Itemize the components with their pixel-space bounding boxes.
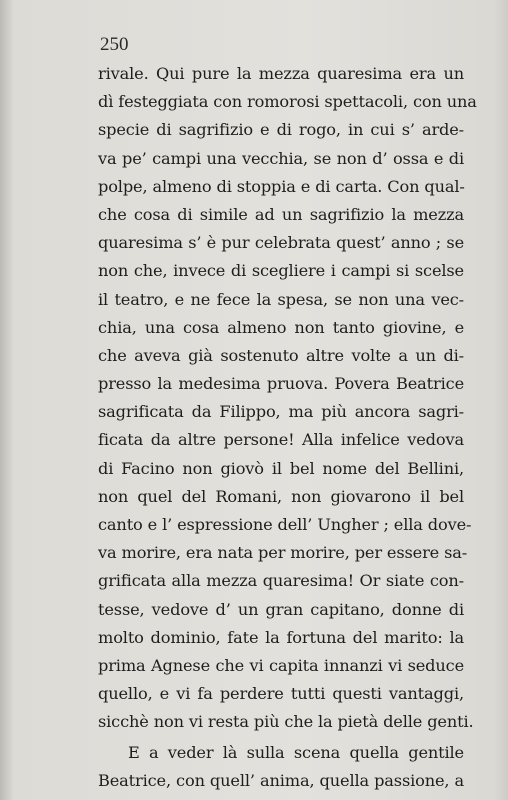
text-line: grificata alla mezza quaresima! Or siate con- <box>98 571 464 591</box>
text-line: quaresima s’ è pur celebrata quest’ anno ; se <box>98 233 464 253</box>
text-line: specie di sagrifizio e di rogo, in cui s’ arde- <box>98 120 464 140</box>
text-line: E a veder là sulla scena quella gentile <box>128 742 464 762</box>
text-line: dì festeggiata con romorosi spettacoli, con una <box>98 92 477 112</box>
page-edge-shadow <box>494 0 508 800</box>
text-line: che aveva già sostenuto altre volte a un di- <box>98 345 464 365</box>
text-line: prima Agnese che vi capita innanzi vi seduce <box>98 655 464 675</box>
text-line: di Facino non giovò il bel nome del Bellini, <box>98 458 464 478</box>
text-line: Beatrice, con quell’ anima, quella passione, a <box>98 770 464 790</box>
text-line: chia, una cosa almeno non tanto giovine, e <box>98 317 464 337</box>
text-line: non quel del Romani, non giovarono il bel <box>98 486 464 506</box>
paragraph-2 <box>98 739 464 795</box>
paragraph-1 <box>98 60 477 737</box>
text-line: che cosa di simile ad un sagrifizio la mezza <box>98 204 464 224</box>
text-line: ficata da altre persone! Alla infelice vedova <box>98 430 464 450</box>
text-line: non che, invece di scegliere i campi si scelse <box>98 261 464 281</box>
body-text <box>98 60 477 795</box>
text-line: presso la medesima pruova. Povera Beatrice <box>98 374 464 394</box>
text-line: rivale. Qui pure la mezza quaresima era un <box>98 64 464 83</box>
text-line: il teatro, e ne fece la spesa, se non una vec- <box>98 289 464 309</box>
page-number: 250 <box>100 34 129 55</box>
text-line: sicchè non vi resta più che la pietà delle genti. <box>98 712 474 732</box>
text-line: sagrificata da Filippo, ma più ancora sagri- <box>98 402 464 422</box>
text-line: canto e l’ espressione dell’ Ungher ; ella dove- <box>98 515 472 534</box>
text-line: va morire, era nata per morire, per essere sa- <box>98 543 468 563</box>
text-line: molto dominio, fate la fortuna del marito: la <box>98 627 464 647</box>
text-line: polpe, almeno di stoppia e di carta. Con qual- <box>98 176 465 196</box>
text-line: va pe’ campi una vecchia, se non d’ ossa e di <box>98 148 464 168</box>
text-line: tesse, vedove d’ un gran capitano, donne di <box>98 599 464 619</box>
text-line: quello, e vi fa perdere tutti questi vantaggi, <box>98 684 464 704</box>
